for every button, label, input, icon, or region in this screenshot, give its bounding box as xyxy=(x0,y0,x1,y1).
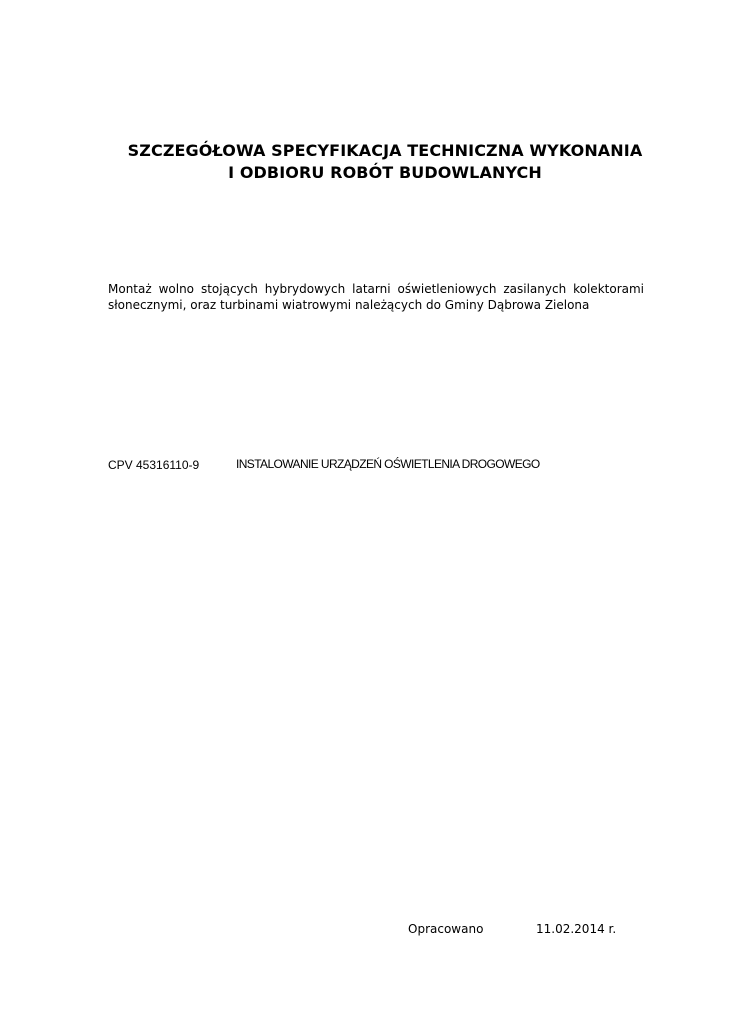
document-title xyxy=(60,140,710,184)
title-line-2: I ODBIORU ROBÓT BUDOWLANYCH xyxy=(228,163,542,182)
subject-line-1: Montaż wolno stojących hybrydowych latarni oświetleniowych zasilanych kolektorami xyxy=(108,282,644,296)
cpv-code: CPV 45316110-9 xyxy=(108,458,200,472)
prepared-date: 11.02.2014 r. xyxy=(536,922,617,936)
prepared-label: Opracowano xyxy=(408,922,484,936)
cpv-description: INSTALOWANIE URZĄDZEŃ OŚWIETLENIA DROGOWEGO xyxy=(236,457,540,471)
project-subject xyxy=(108,281,644,313)
title-line-1: SZCZEGÓŁOWA SPECYFIKACJA TECHNICZNA WYKONANIA xyxy=(127,141,643,160)
subject-line-2: słonecznymi, oraz turbinami wiatrowymi należących do Gminy Dąbrowa Zielona xyxy=(108,298,590,312)
